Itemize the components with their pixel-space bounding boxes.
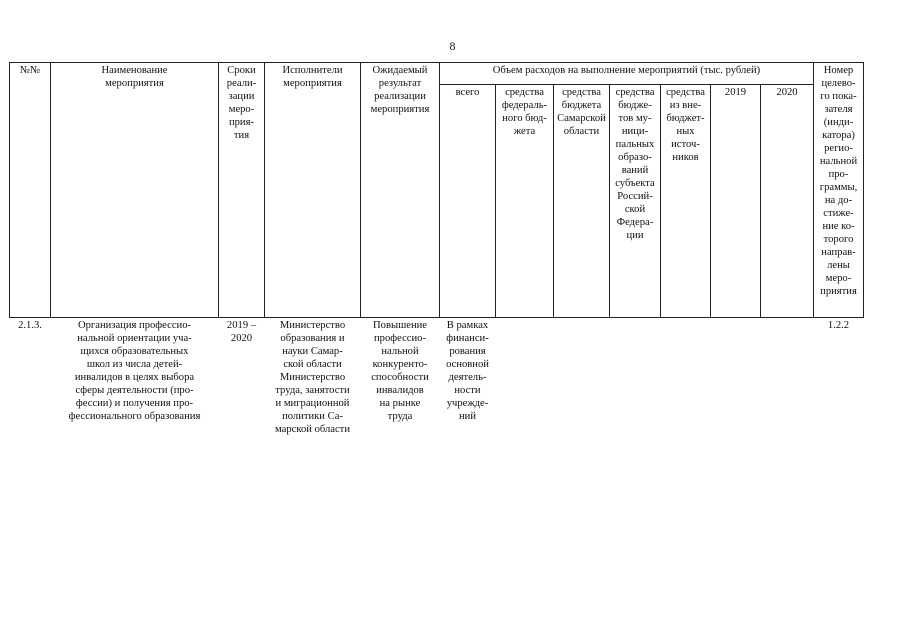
- header-row: [10, 63, 864, 85]
- header-federal: средства федераль- ного бюд- жета: [496, 85, 554, 318]
- header-regional: средства бюджета Самарской области: [554, 85, 610, 318]
- row-result: Повышение профессио- нальной конкуренто- способности инвалидов на рынке труда: [371, 320, 429, 422]
- row-total: В рамках финанси- рования основной деятель- ности учрежде- ний: [446, 320, 489, 422]
- activities-table: [9, 62, 864, 436]
- row-municipal: [610, 318, 661, 437]
- row-regional: [554, 318, 610, 437]
- header-name: Наименование мероприятия: [51, 63, 219, 318]
- row-executors: Министерство образования и науки Самар- ской области Министерство труда, занятости и миграционной политики Са- марской области: [275, 320, 350, 435]
- page-number: 8: [449, 39, 456, 53]
- header-extrabudget: средства из вне- бюджет- ных источ- ников: [661, 85, 711, 318]
- header-municipal: средства бюдже- тов му- ници- пальных образо- ваний субъекта Россий- ской Федера- ции: [610, 85, 661, 318]
- row-extrabudget: [661, 318, 711, 437]
- header-terms: Сроки реали- зации меро- прия- тия: [219, 63, 265, 318]
- header-indicator: Номер целево- го пока- зателя (инди- катора) регио- нальной про- граммы, на до- стиже- ние ко- торого направ- лены меро- приятия: [814, 63, 864, 318]
- header-2020: 2020: [761, 85, 814, 318]
- header-2019: 2019: [711, 85, 761, 318]
- row-terms: 2019 – 2020: [226, 320, 257, 344]
- header-result: Ожидаемый результат реализации мероприятия: [361, 63, 440, 318]
- row-2020: [761, 318, 814, 437]
- header-volume-group: Объем расходов на выполнение мероприятий (тыс. рублей): [440, 63, 814, 85]
- header-total: всего: [440, 85, 496, 318]
- table-row: [10, 318, 864, 437]
- row-federal: [496, 318, 554, 437]
- header-executors: Исполнители мероприятия: [265, 63, 361, 318]
- row-indicator: 1.2.2: [827, 320, 850, 331]
- header-num: №№: [10, 63, 51, 318]
- row-2019: [711, 318, 761, 437]
- row-name: Организация профессио- нальной ориентации уча- щихся образовательных школ из числа детей- инвалидов в целях выбора сферы деятельности (про- фессии) и получения про- фессионального образования: [68, 320, 201, 422]
- row-num: 2.1.3.: [18, 320, 42, 331]
